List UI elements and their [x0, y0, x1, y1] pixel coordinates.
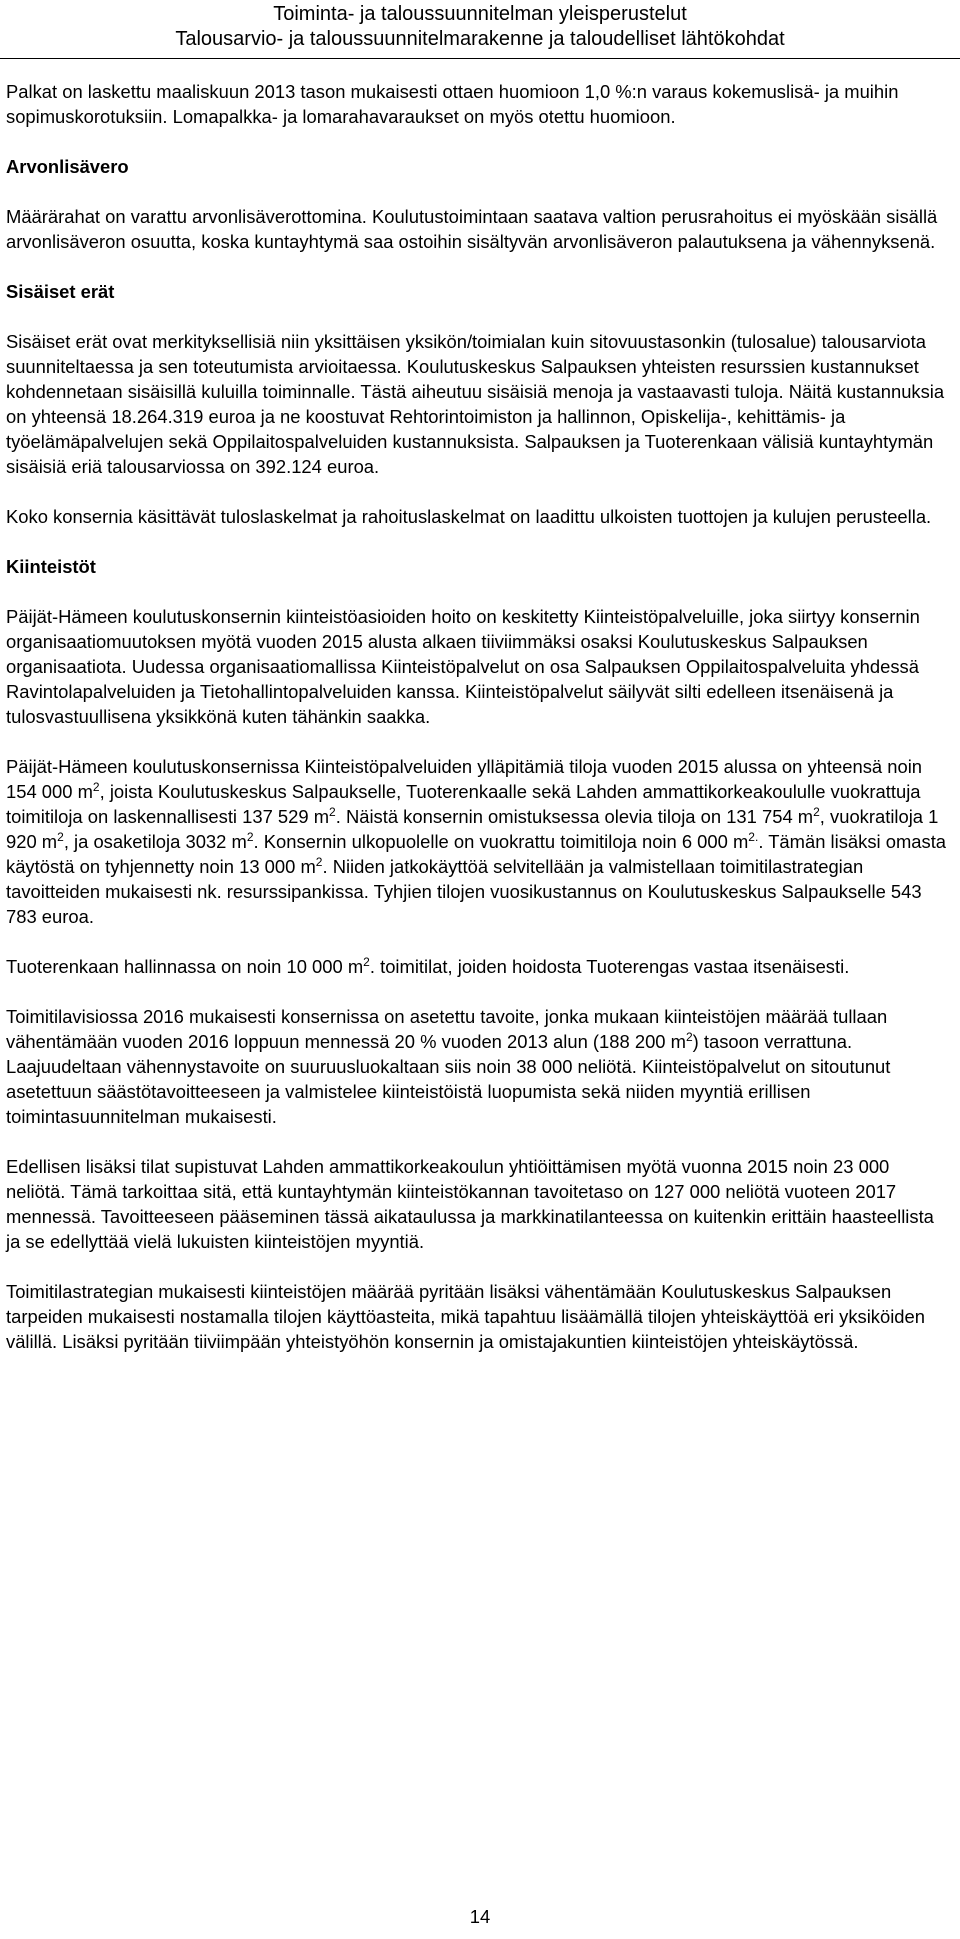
paragraph-real-estate-4 [6, 1004, 952, 1129]
superscript: 2. [748, 829, 759, 844]
text-segment: , joista Koulutuskeskus Salpaukselle, Tuoterenkaalle sekä Lahden ammattikorkeakoululle vuokrattuja toimitiloja on laskennallisesti 137 529 m [6, 781, 921, 827]
text-segment: Toimitilavisiossa 2016 mukaisesti konsernissa on asetettu tavoite, jonka mukaan kiinteistöjen määrää tullaan vähentämään vuoden 2016 loppuun mennessä 20 % vuoden 2013 alun (188 200 m [6, 1006, 888, 1052]
superscript: 2 [315, 854, 323, 869]
page-number: 14 [469, 1906, 491, 1927]
text-segment: . Niiden jatkokäyttöä selvitellään ja valmistellaan toimitilastrategian tavoitteiden mukaisesti nk. resurssipankissa. Tyhjien tilojen vuosikustannus on Koulutuskeskus Salpaukselle 543 783 euroa. [6, 856, 922, 927]
paragraph-real-estate-1: Päijät-Hämeen koulutuskonsernin kiinteistöasioiden hoito on keskitetty Kiinteistöpalveluille, joka siirtyy konsernin organisaatiomuutoksen myötä vuoden 2015 alusta alkaen tiiviimmäksi osaksi Koulutuskeskus Salpauksen organisaatiota. Uudessa organisaatiomallissa Kiinteistöpalvelut on osa Salpauksen Oppilaitospalveluita yhdessä Ravintolapalveluiden ja Tietohallintopalveluiden kanssa. Kiinteistöpalvelut säilyvät silti edelleen itsenäisenä ja tulosvastuullisena yksikkönä kuten tähänkin saakka. [6, 606, 920, 727]
superscript: 2 [329, 804, 336, 819]
header-subtitle: Talousarvio- ja taloussuunnitelmarakenne ja taloudelliset lähtökohdat [175, 28, 785, 50]
heading-real-estate: Kiinteistöt [6, 556, 96, 577]
text-segment: , ja osaketiloja 3032 m [63, 831, 247, 852]
heading-internal-items: Sisäiset erät [6, 281, 115, 302]
paragraph-internal-items: Sisäiset erät ovat merkityksellisiä niin yksittäisen yksikön/toimialan kuin sitovuustasonkin (tulosalue) talousarviota suunniteltaessa ja sen toteutumista arvioitaessa. Koulutuskeskus Salpauksen yhteisten resurssien kustannukset kohdennetaan sisäisillä kuluilla toiminnalle. Tästä aiheutuu sisäisiä menoja ja vastaavasti tuloja. Näitä kustannuksia on yhteensä 18.264.319 euroa ja ne koostuvat Rehtorintoimiston ja hallinnon, Opiskelija-, kehittämis- ja työelämäpalvelujen sekä Oppilaitospalveluiden kustannuksista. Salpauksen ja Tuoterenkaan välisiä kuntayhtymän sisäisiä eriä talousarviossa on 392.124 euroa. [6, 331, 945, 477]
paragraph-group-statements: Koko konsernia käsittävät tuloslaskelmat ja rahoituslaskelmat on laadittu ulkoisten tuottojen ja kulujen perusteella. [6, 506, 932, 527]
header-title: Toiminta- ja taloussuunnitelman yleisperustelut [273, 3, 687, 25]
superscript: 2 [92, 779, 100, 794]
heading-vat: Arvonlisävero [6, 156, 129, 177]
page-header [0, 2, 960, 52]
text-segment: Tuoterenkaan hallinnassa on noin 10 000 m [6, 956, 364, 977]
superscript: 2 [246, 829, 254, 844]
text-segment: , vuokratiloja 1 920 m [6, 806, 939, 852]
paragraph-real-estate-6: Toimitilastrategian mukaisesti kiinteistöjen määrää pyritään lisäksi vähentämään Koulutuskeskus Salpauksen tarpeiden mukaisesti nostamalla tilojen käyttöasteita, mikä tapahtuu lisäämällä tilojen yhteiskäyttöä eri yksiköiden välillä. Lisäksi pyritään tiiviimpään yhteistyöhön konsernin ja omistajakuntien kiinteistöjen yhteiskäytössä. [6, 1281, 925, 1352]
paragraph-vat: Määrärahat on varattu arvonlisäverottomina. Koulutustoimintaan saatava valtion perusrahoitus ei myöskään sisällä arvonlisäveron osuutta, koska kuntayhtymä saa ostoihin sisältyvän arvonlisäveron palautuksena ja vähennyksenä. [6, 206, 938, 252]
paragraph-real-estate-3 [6, 954, 952, 979]
paragraph-real-estate-2 [6, 754, 952, 929]
text-segment: . Tämän lisäksi omasta käytöstä on tyhjennetty noin 13 000 m [6, 831, 947, 877]
text-segment: . Konsernin ulkopuolelle on vuokrattu toimitiloja noin 6 000 m [253, 831, 749, 852]
text-segment: . Näistä konsernin omistuksessa olevia tiloja on 131 754 m [335, 806, 814, 827]
superscript: 2 [57, 829, 64, 844]
text-segment: ) tasoon verrattuna. Laajuudeltaan vähennystavoite on suuruusluokaltaan siis noin 38 000 neliötä. Kiinteistöpalvelut on sitoutunut asetettuun säästötavoitteeseen ja valmistelee kiinteistöistä luopumista sekä niiden myyntiä erillisen toimintasuunnitelman mukaisesti. [6, 1031, 891, 1127]
text-segment: Päijät-Hämeen koulutuskonsernissa Kiinteistöpalveluiden ylläpitämiä tiloja vuoden 2015 alussa on yhteensä noin 154 000 m [6, 756, 923, 802]
superscript: 2 [363, 954, 370, 969]
text-segment: . toimitilat, joiden hoidosta Tuoterengas vastaa itsenäisesti. [369, 956, 850, 977]
paragraph-salaries: Palkat on laskettu maaliskuun 2013 tason mukaisesti ottaen huomioon 1,0 %:n varaus kokemuslisä- ja muihin sopimuskorotuksiin. Lomapalkka- ja lomarahavaraukset on myös otettu huomioon. [6, 81, 899, 127]
document-body [6, 79, 952, 1379]
paragraph-real-estate-5: Edellisen lisäksi tilat supistuvat Lahden ammattikorkeakoulun yhtiöittämisen myötä vuonna 2015 noin 23 000 neliötä. Tämä tarkoittaa sitä, että kuntayhtymän kiinteistökannan tavoitetaso on 127 000 neliötä vuoteen 2017 mennessä. Tavoitteeseen pääseminen tässä aikataulussa ja markkinatilanteessa on kuitenkin erittäin haasteellista ja se edellyttää vielä lukuisten kiinteistöjen myyntiä. [6, 1156, 934, 1252]
superscript: 2 [685, 1029, 693, 1044]
header-divider [0, 58, 960, 59]
superscript: 2 [813, 804, 820, 819]
